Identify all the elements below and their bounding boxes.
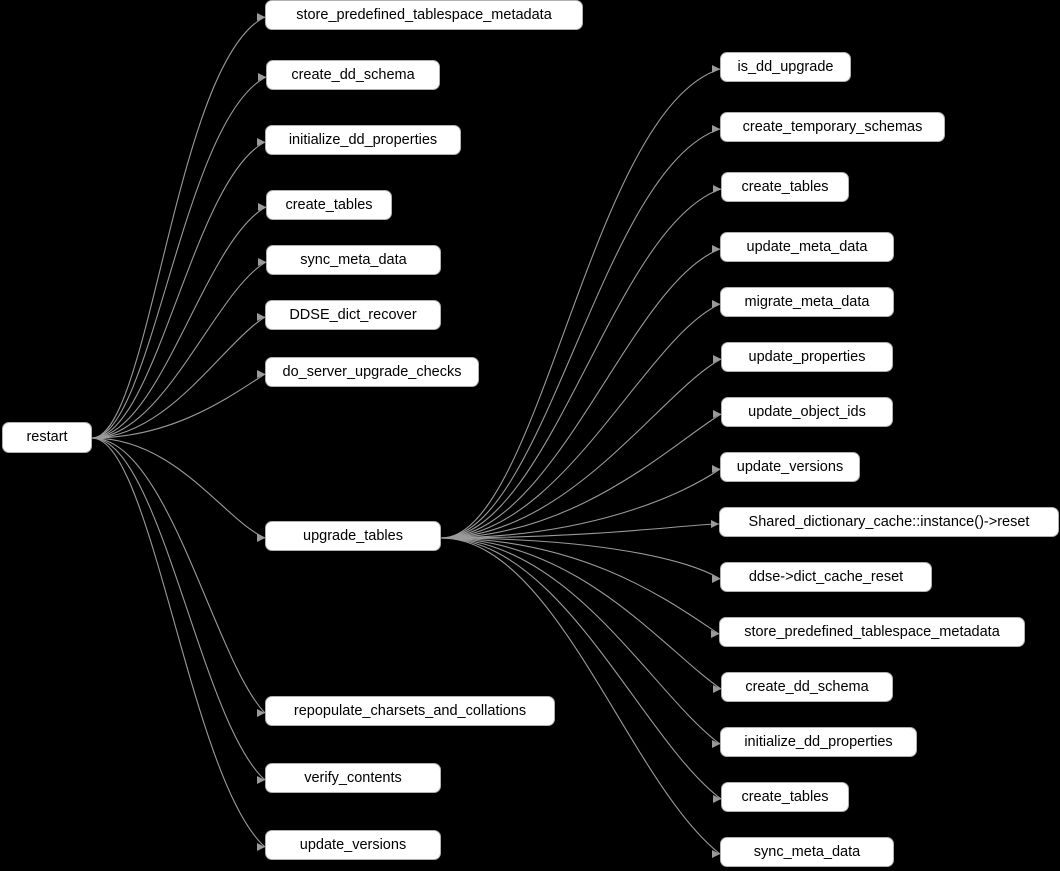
node-create-tables-col2[interactable]: create_tables (721, 172, 849, 202)
node-repopulate-charsets-and-collations[interactable]: repopulate_charsets_and_collations (265, 696, 555, 726)
node-update-object-ids[interactable]: update_object_ids (721, 397, 893, 427)
node-create-temporary-schemas[interactable]: create_temporary_schemas (720, 112, 945, 142)
node-sync-meta-data[interactable]: sync_meta_data (266, 245, 441, 275)
node-create-tables[interactable]: create_tables (266, 190, 392, 220)
node-initialize-dd-properties[interactable]: initialize_dd_properties (265, 125, 461, 155)
node-shared-dictionary-cache-reset[interactable]: Shared_dictionary_cache::instance()->reset (719, 507, 1059, 537)
node-initialize-dd-properties-col2[interactable]: initialize_dd_properties (720, 727, 917, 757)
node-store-predefined-tablespace-metadata[interactable]: store_predefined_tablespace_metadata (265, 0, 583, 30)
node-verify-contents[interactable]: verify_contents (265, 763, 441, 793)
node-update-properties[interactable]: update_properties (721, 342, 893, 372)
node-migrate-meta-data[interactable]: migrate_meta_data (720, 287, 894, 317)
node-restart[interactable]: restart (2, 422, 92, 453)
node-create-dd-schema-col2[interactable]: create_dd_schema (721, 672, 893, 702)
node-create-dd-schema[interactable]: create_dd_schema (266, 60, 440, 90)
node-do-server-upgrade-checks[interactable]: do_server_upgrade_checks (265, 357, 479, 387)
node-upgrade-tables[interactable]: upgrade_tables (265, 521, 441, 551)
node-store-predefined-tablespace-metadata-col2[interactable]: store_predefined_tablespace_metadata (719, 617, 1025, 647)
node-ddse-dict-cache-reset[interactable]: ddse->dict_cache_reset (720, 562, 932, 592)
node-ddse-dict-recover[interactable]: DDSE_dict_recover (265, 300, 441, 330)
node-create-tables-col2-b[interactable]: create_tables (721, 782, 849, 812)
node-is-dd-upgrade[interactable]: is_dd_upgrade (720, 52, 851, 82)
node-update-versions-col2[interactable]: update_versions (720, 452, 860, 482)
node-sync-meta-data-col2[interactable]: sync_meta_data (720, 837, 894, 867)
node-update-meta-data[interactable]: update_meta_data (720, 232, 894, 262)
node-update-versions[interactable]: update_versions (265, 830, 441, 860)
